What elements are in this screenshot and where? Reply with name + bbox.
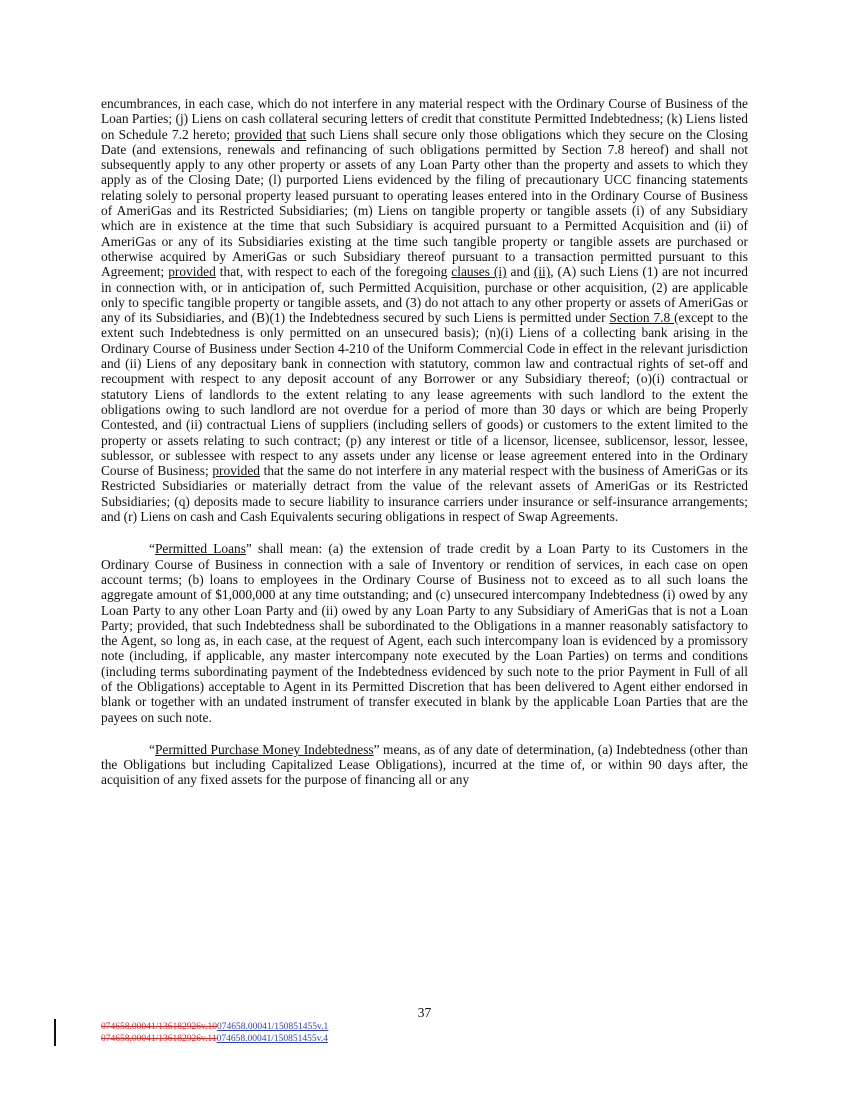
document-id-line-2 bbox=[101, 1033, 328, 1045]
document-page bbox=[101, 96, 748, 805]
underlined-term: (ii) bbox=[533, 264, 551, 280]
underlined-term: provided bbox=[168, 264, 216, 280]
text-run: that the same do not interfere in any material respect with the business of AmeriGas or its Restricted Subsidiaries or materially detract from the value of the relevant assets of AmeriGas or its Restricted Subsidiaries; (q) deposits made to secure liability to insurance carriers under insurance or self-insurance arrangements; and (r) Liens on cash and Cash Equivalents securing obligations in respect of Swap Agreements. bbox=[101, 463, 748, 525]
text-run: that, with respect to each of the foregoing bbox=[215, 264, 452, 280]
defined-term: Permitted Loans bbox=[154, 541, 246, 557]
underlined-term: that bbox=[286, 126, 307, 142]
defined-term: Permitted Purchase Money Indebtedness bbox=[154, 741, 374, 757]
inserted-doc-id[interactable]: 074658.00041/150851455v.4 bbox=[216, 1034, 328, 1044]
change-bar bbox=[54, 1019, 56, 1046]
underlined-term: provided bbox=[212, 463, 260, 479]
text-run: and bbox=[506, 264, 534, 280]
underlined-term: provided bbox=[234, 126, 282, 142]
page-footer bbox=[101, 1005, 748, 1044]
open-quote: “ bbox=[149, 541, 155, 557]
page-number: 37 bbox=[417, 1005, 432, 1020]
deleted-doc-id: 074658.00041/136182926v.11 bbox=[101, 1034, 217, 1044]
definition-text: ” shall mean: (a) the extension of trade credit by a Loan Party to its Customers in the Ordinary Course of Business in connection with a sale of Inventory or rendition of services, in each case on open account terms; (b) loans to employees in the Ordinary Course of Business not to exceed as to all such loans the aggregate amount of $1,000,000 at any time outstanding; and (c) unsecured intercompany Indebtedness (i) owed by any Loan Party to any other Loan Party and (ii) owed by any Loan Party to any Subsidiary of AmeriGas that is not a Loan Party; provided, that such Indebtedness shall be subordinated to the Obligations in a manner reasonably satisfactory to the Agent, so long as, in each case, at the request of Agent, each such intercompany loan is evidenced by a promissory note (including, if applicable, any master intercompany note executed by the Loan Parties) on terms and conditions (including terms subordinating payment of the Indebtedness evidenced by such note to the prior Payment in Full of all of the Obligations) acceptable to Agent in its Permitted Discretion that has been delivered to Agent either endorsed in blank or together with an undated instrument of transfer executed in blank by the applicable Loan Parties that are the payees on such note. bbox=[101, 541, 748, 725]
text-run: encumbrances, in each case, which do not interfere in any material respect with the Ordinary Course of Business of the Loan Parties; (j) Liens on cash collateral securing letters of credit that constitute Permitted Indebtedness; (k) Liens listed on Schedule 7.2 hereto; bbox=[101, 96, 748, 142]
text-run: such Liens shall secure only those obligations which they secure on the Closing Date (and extensions, renewals and refinancing of such obligations permitted by Section 7.8 hereof) and shall not subsequently apply to any other property or assets of any Loan Party other than the property and assets to which they apply as of the Closing Date; (l) purported Liens evidenced by the filing of precautionary UCC financing statements relating solely to personal property leased pursuant to operating leases entered into in the Ordinary Course of Business of AmeriGas and its Restricted Subsidiaries; (m) Liens on tangible property or tangible assets (i) of any Subsidiary which are in existence at the time that such Subsidiary is acquired pursuant to a Permitted Acquisition and (ii) of AmeriGas or any of its Subsidiaries existing at the time such tangible property or tangible assets are purchased or otherwise acquired by AmeriGas or such Subsidiary thereof pursuant to a transaction permitted pursuant to this Agreement; bbox=[101, 126, 748, 280]
definition-text: ” means, as of any date of determination, (a) Indebtedness (other than the Obligations but including Capitalized Lease Obligations), incurred at the time of, or within 90 days after, the acquisition of any fixed assets for the purpose of financing all or any bbox=[101, 741, 749, 788]
deleted-doc-id: 074658.00041/136182926v.10 bbox=[101, 1022, 218, 1032]
document-ids bbox=[101, 1021, 328, 1045]
underlined-term: Section 7.8 bbox=[609, 310, 675, 326]
permitted-purchase-money-indebtedness-definition bbox=[101, 742, 748, 788]
inserted-doc-id[interactable]: 074658.00041/150851455v.1 bbox=[217, 1022, 329, 1032]
permitted-loans-definition bbox=[101, 541, 748, 725]
liens-continuation-paragraph bbox=[101, 96, 748, 524]
text-run: (except to the extent such Indebtedness is only permitted on an unsecured basis); (n)(i) Liens of a collecting bank arising in the Ordinary Course of Business under Section 4-210 of the Uniform Commercial Code in effect in the relevant jurisdiction and (ii) Liens of any depositary bank in connection with statutory, common law and contractual rights of set-off and recoupment with respect to any deposit account of any Borrower or any Subsidiary thereof; (o)(i) contractual or statutory Liens of landlords to the extent relating to any lease agreements with such landlord to the extent the obligations owing to such landlord are not overdue for a period of more than 30 days or which are being Properly Contested, and (ii) contractual Liens of suppliers (including sellers of goods) or customers to the extent limited to the property or assets relating to such contract; (p) any interest or title of a licensor, licensee, sublicensor, lessor, lessee, sublessor, or sublessee with respect to any assets under any license or lease agreement entered into in the Ordinary Course of Business; bbox=[101, 310, 748, 479]
open-quote: “ bbox=[149, 741, 155, 757]
text-run: , (A) such Liens (1) are not incurred in connection with, or in anticipation of, such Permitted Acquisition, purchase or other acquisition, (2) are applicable only to specific tangible property or tangible assets, and (3) do not attach to any other property or assets of AmeriGas or any of its Subsidiaries, and (B)(1) the Indebtedness secured by such Liens is permitted under bbox=[101, 264, 749, 326]
underlined-term: clauses (i) bbox=[451, 264, 507, 280]
document-id-line-1 bbox=[101, 1021, 328, 1033]
